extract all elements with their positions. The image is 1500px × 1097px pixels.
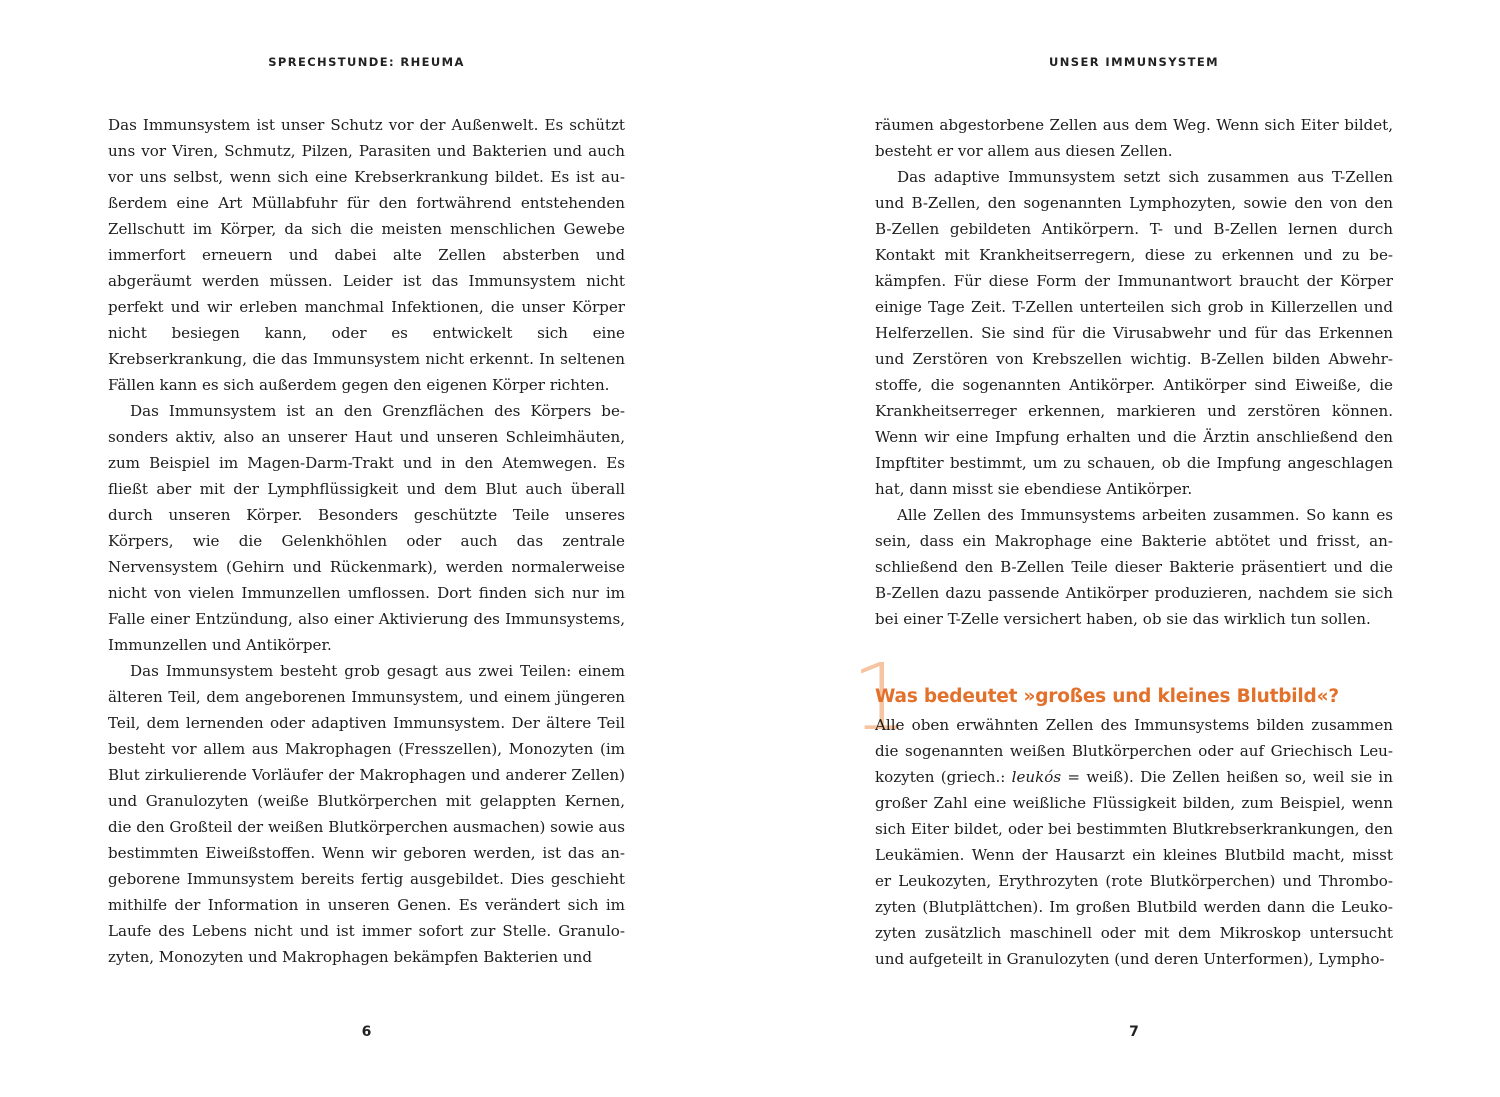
paragraph: Das adaptive Immunsystem setzt sich zusammen aus T-Zellen und B-Zellen, den sogenannten Lymphozyten, sowie den von den B-Zellen gebildeten Antikörpern. T- und B-Zellen lernen durch Kontakt mit Krankheitserregern, diese zu erkennen und zu bekämpfen. Für diese Form der Immunantwort braucht der Körper einige Tage Zeit. T-Zellen unterteilen sich grob in Killerzellen und Helferzellen. Sie sind für die Virusabwehr und für das Erkennen und Zerstören von Krebszellen wichtig. B-Zellen bilden Abwehrstoffe, die sogenannten Antikörper. Antikörper sind Eiweiße, die Krankheitserreger erkennen, markieren und zerstören können. Wenn wir eine Impfung erhalten und die Ärztin anschließend den Impftiter bestimmt, um zu schauen, ob die Impfung angeschlagen hat, dann misst sie ebendiese Antikörper. [875, 168, 1393, 498]
left-text-block [108, 112, 625, 970]
paragraph: räumen abgestorbene Zellen aus dem Weg. Wenn sich Eiter bildet, besteht er vor allem aus diesen Zellen. [875, 116, 1393, 160]
right-text-block [875, 112, 1393, 632]
section-number: 1 [851, 644, 910, 751]
paragraph: Das Immunsystem besteht grob gesagt aus zwei Teilen: einem älteren Teil, dem angeborenen Immunsystem, und einem jüngeren Teil, dem lernenden oder adaptiven Immunsystem. Der ältere Teil besteht vor allem aus Makrophagen (Fresszellen), Monozyten (im Blut zirkulierende Vorläufer der Makrophagen und anderer Zellen) und Granulozyten (weiße Blutkörperchen mit gelappten Kernen, die den Großteil der weißen Blutkörperchen ausmachen) sowie aus bestimmten Eiweißstoffen. Wenn wir geboren werden, ist das angeborene Immunsystem bereits fertig ausgebildet. Dies geschieht mithilfe der Information in unseren Genen. Es verändert sich im Laufe des Lebens nicht und ist immer sofort zur Stelle. Granulozyten, Monozyten und Makrophagen bekämpfen Bakterien und [108, 662, 625, 966]
section-body [875, 712, 1393, 972]
paragraph: Das Immunsystem ist an den Grenzflächen des Körpers besonders aktiv, also an unserer Haut und unseren Schleimhäuten, zum Beispiel im Magen-Darm-Trakt und in den Atemwegen. Es fließt aber mit der Lymphflüssigkeit und dem Blut auch überall durch unseren Körper. Besonders geschützte Teile unseres Körpers, wie die Gelenkhöhlen oder auch das zentrale Nervensystem (Gehirn und Rückenmark), werden normalerweise nicht von vielen Immunzellen umflossen. Dort finden sich nur im Falle einer Entzündung, also einer Aktivierung des Immunsystems, Immunzellen und Antikörper. [108, 402, 625, 654]
section-body-italic-term: leukós [1011, 768, 1062, 786]
section-body-text: = weiß). Die Zellen heißen so, weil sie in großer Zahl eine weißliche Flüssigkeit bilden, zum Beispiel, wenn sich Eiter bildet, oder bei bestimmten Blutkrebserkrankungen, den Leukämien. Wenn der Hausarzt ein kleines Blutbild macht, misst er Leukozyten, Erythrozyten (rote Blutkörperchen) und Thrombozyten (Blutplättchen). Im großen Blutbild werden dann die Leukozyten zusätzlich maschinell oder mit dem Mikroskop untersucht und aufgeteilt in Granulozyten (und deren Unterformen), Lympho- [875, 768, 1393, 968]
paragraph: Das Immunsystem ist unser Schutz vor der Außenwelt. Es schützt uns vor Viren, Schmutz, Pilzen, Parasiten und Bakterien und auch vor uns selbst, wenn sich eine Krebserkrankung bildet. Es ist außerdem eine Art Müllabfuhr für den fortwährend entstehenden Zellschutt im Körper, da sich die meisten menschlichen Gewebe immerfort erneuern und dabei alte Zellen absterben und abgeräumt werden müssen. Leider ist das Immunsystem nicht perfekt und wir erleben manchmal Infektionen, die unser Körper nicht besiegen kann, oder es entwickelt sich eine Krebserkrankung, die das Immunsystem nicht erkennt. In seltenen Fällen kann es sich außerdem gegen den eigenen Körper richten. [108, 116, 625, 394]
page-number-left: 6 [361, 1024, 372, 1040]
section-blutbild [851, 644, 1393, 972]
right-page [750, 0, 1500, 1097]
running-head-left: SPRECHSTUNDE: RHEUMA [268, 55, 465, 69]
page-number-right: 7 [1129, 1024, 1139, 1040]
running-head-right: UNSER IMMUNSYSTEM [1049, 55, 1219, 69]
section-heading: Was bedeutet »großes und kleines Blutbild«? [875, 686, 1339, 707]
section-body-text: Alle oben erwähnten Zellen des Immunsystems bilden zusammen die sogenannten weißen Blutkörperchen oder auf Griechisch Leukozyten (griech.: [875, 716, 1393, 786]
paragraph: Alle Zellen des Immunsystems arbeiten zusammen. So kann es sein, dass ein Makrophage eine Bakterie abtötet und frisst, anschließend den B-Zellen Teile dieser Bakterie präsentiert und die B-Zellen dazu passende Antikörper produzieren, nachdem sie sich bei einer T-Zelle versichert haben, ob sie das wirklich tun sollen. [875, 506, 1393, 628]
